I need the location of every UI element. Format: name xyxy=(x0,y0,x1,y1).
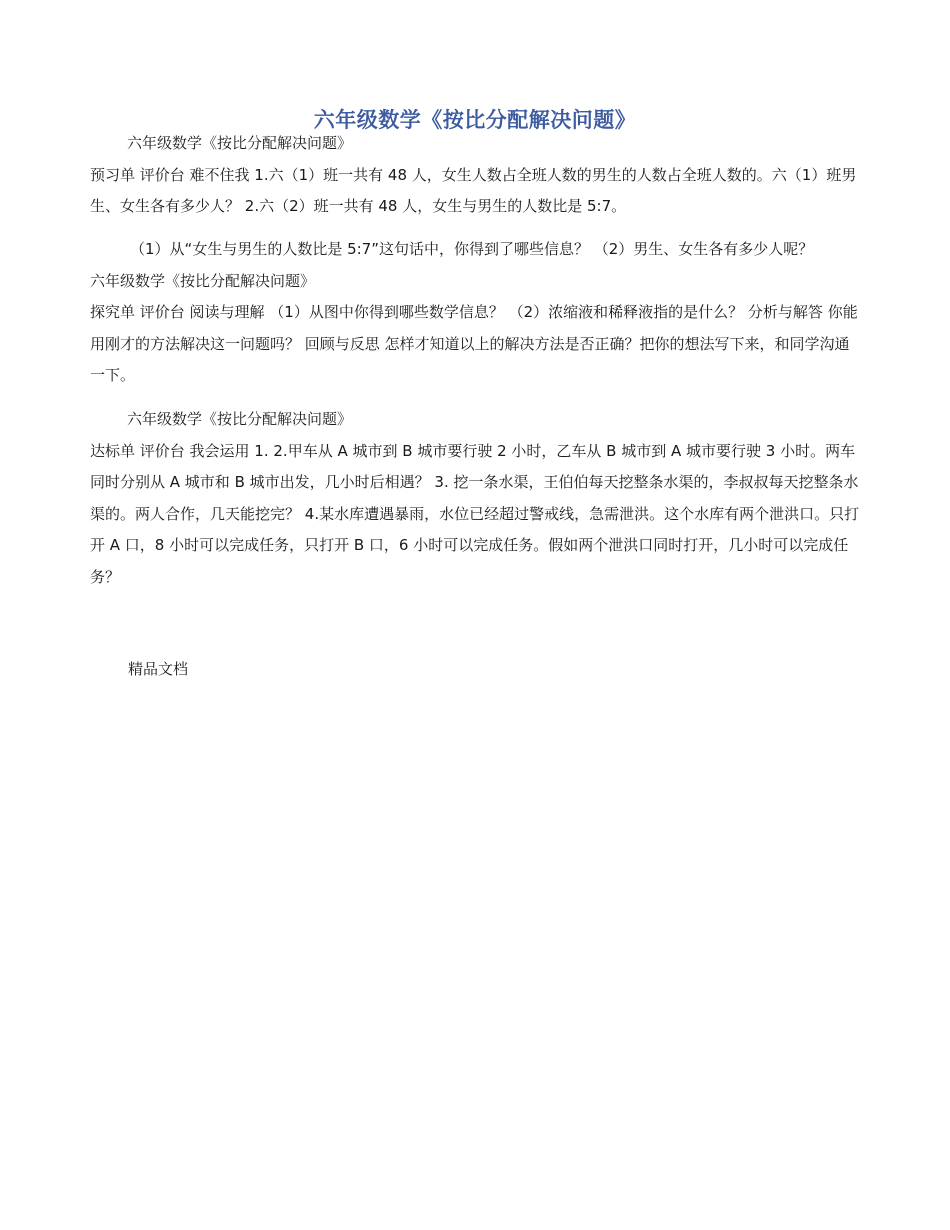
footer-label: 精品文档 xyxy=(128,660,189,678)
section-subtitle: 六年级数学《按比分配解决问题》 xyxy=(127,410,353,428)
practice-section xyxy=(90,404,860,593)
explore-section xyxy=(90,234,860,392)
section-body: 达标单 评价台 我会运用 1. 2.甲车从 A 城市到 B 城市要行驶 2 小时，乙车从 B 城市到 A 城市要行驶 3 小时。两车同时分别从 A 城市和 B 城市出发，几小时后相遇？ 3. 挖一条水渠，王伯伯每天挖整条水渠的，李叔叔每天挖整条水渠的。两人合作，几天能挖完？ 4.某水库遭遇暴雨，水位已经超过警戒线，急需泄洪。这个水库有两个泄洪口。只打开 A 口，8 小时可以完成任务，只打开 B 口，6 小时可以完成任务。假如两个泄洪口同时打开，几小时可以完成任务？ xyxy=(90,441,860,586)
section-subtitle: 六年级数学《按比分配解决问题》 xyxy=(127,134,353,152)
section-body: 探究单 评价台 阅读与理解 （1）从图中你得到哪些数学信息？ （2）浓缩液和稀释液指的是什么？ 分析与解答 你能用刚才的方法解决这一问题吗？ 回顾与反思 怎样才知道以上的解决方法是否正确？把你的想法写下来，和同学沟通一下。 xyxy=(90,303,858,384)
preview-section xyxy=(90,128,860,223)
document-title: 六年级数学《按比分配解决问题》 xyxy=(313,108,637,132)
question-line: （1）从“女生与男生的人数比是 5:7”这句话中，你得到了哪些信息？ （2）男生、女生各有多少人呢？ xyxy=(130,240,814,258)
section-body: 预习单 评价台 难不住我 1.六（1）班一共有 48 人，女生人数占全班人数的男生的人数占全班人数的。六（1）班男生、女生各有多少人？ 2.六（2）班一共有 48 人，女生与男生的人数比是 5:7。 xyxy=(90,165,857,215)
section-subtitle: 六年级数学《按比分配解决问题》 xyxy=(90,271,316,290)
